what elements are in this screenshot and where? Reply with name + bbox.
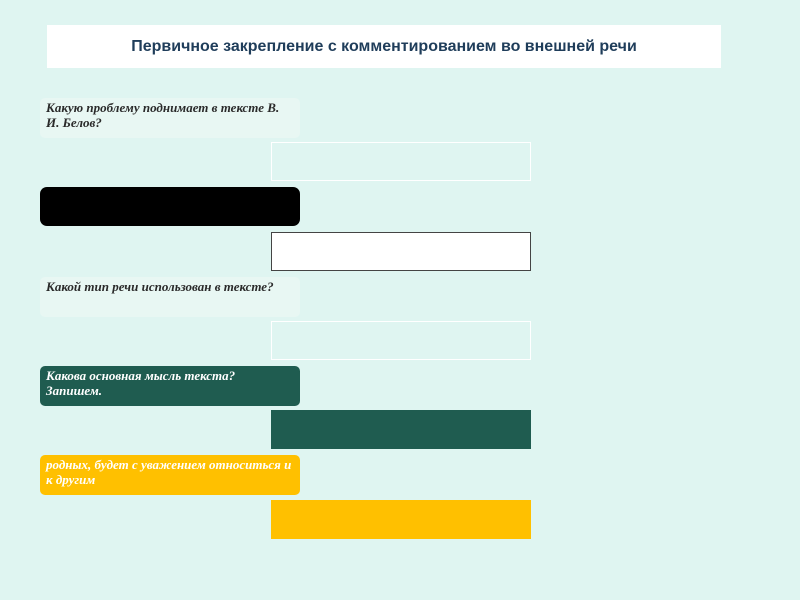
slide-title: Первичное закрепление с комментированием во внешней речи — [131, 37, 637, 55]
answer-box-1[interactable] — [271, 142, 531, 181]
question-box-3[interactable]: Какой тип речи использован в тексте? — [40, 277, 300, 317]
answer-box-4[interactable] — [271, 410, 531, 449]
answer-box-3[interactable] — [271, 321, 531, 360]
title-box — [47, 25, 721, 68]
answer-box-2[interactable] — [271, 232, 531, 271]
question-box-5[interactable]: родных, будет с уважением относиться и к другим — [40, 455, 300, 495]
question-box-1[interactable]: Какую проблему поднимает в тексте В. И. Белов? — [40, 98, 300, 138]
question-box-2-redacted[interactable] — [40, 187, 300, 226]
question-box-4[interactable]: Какова основная мысль текста? Запишем. — [40, 366, 300, 406]
answer-box-5[interactable] — [271, 500, 531, 539]
